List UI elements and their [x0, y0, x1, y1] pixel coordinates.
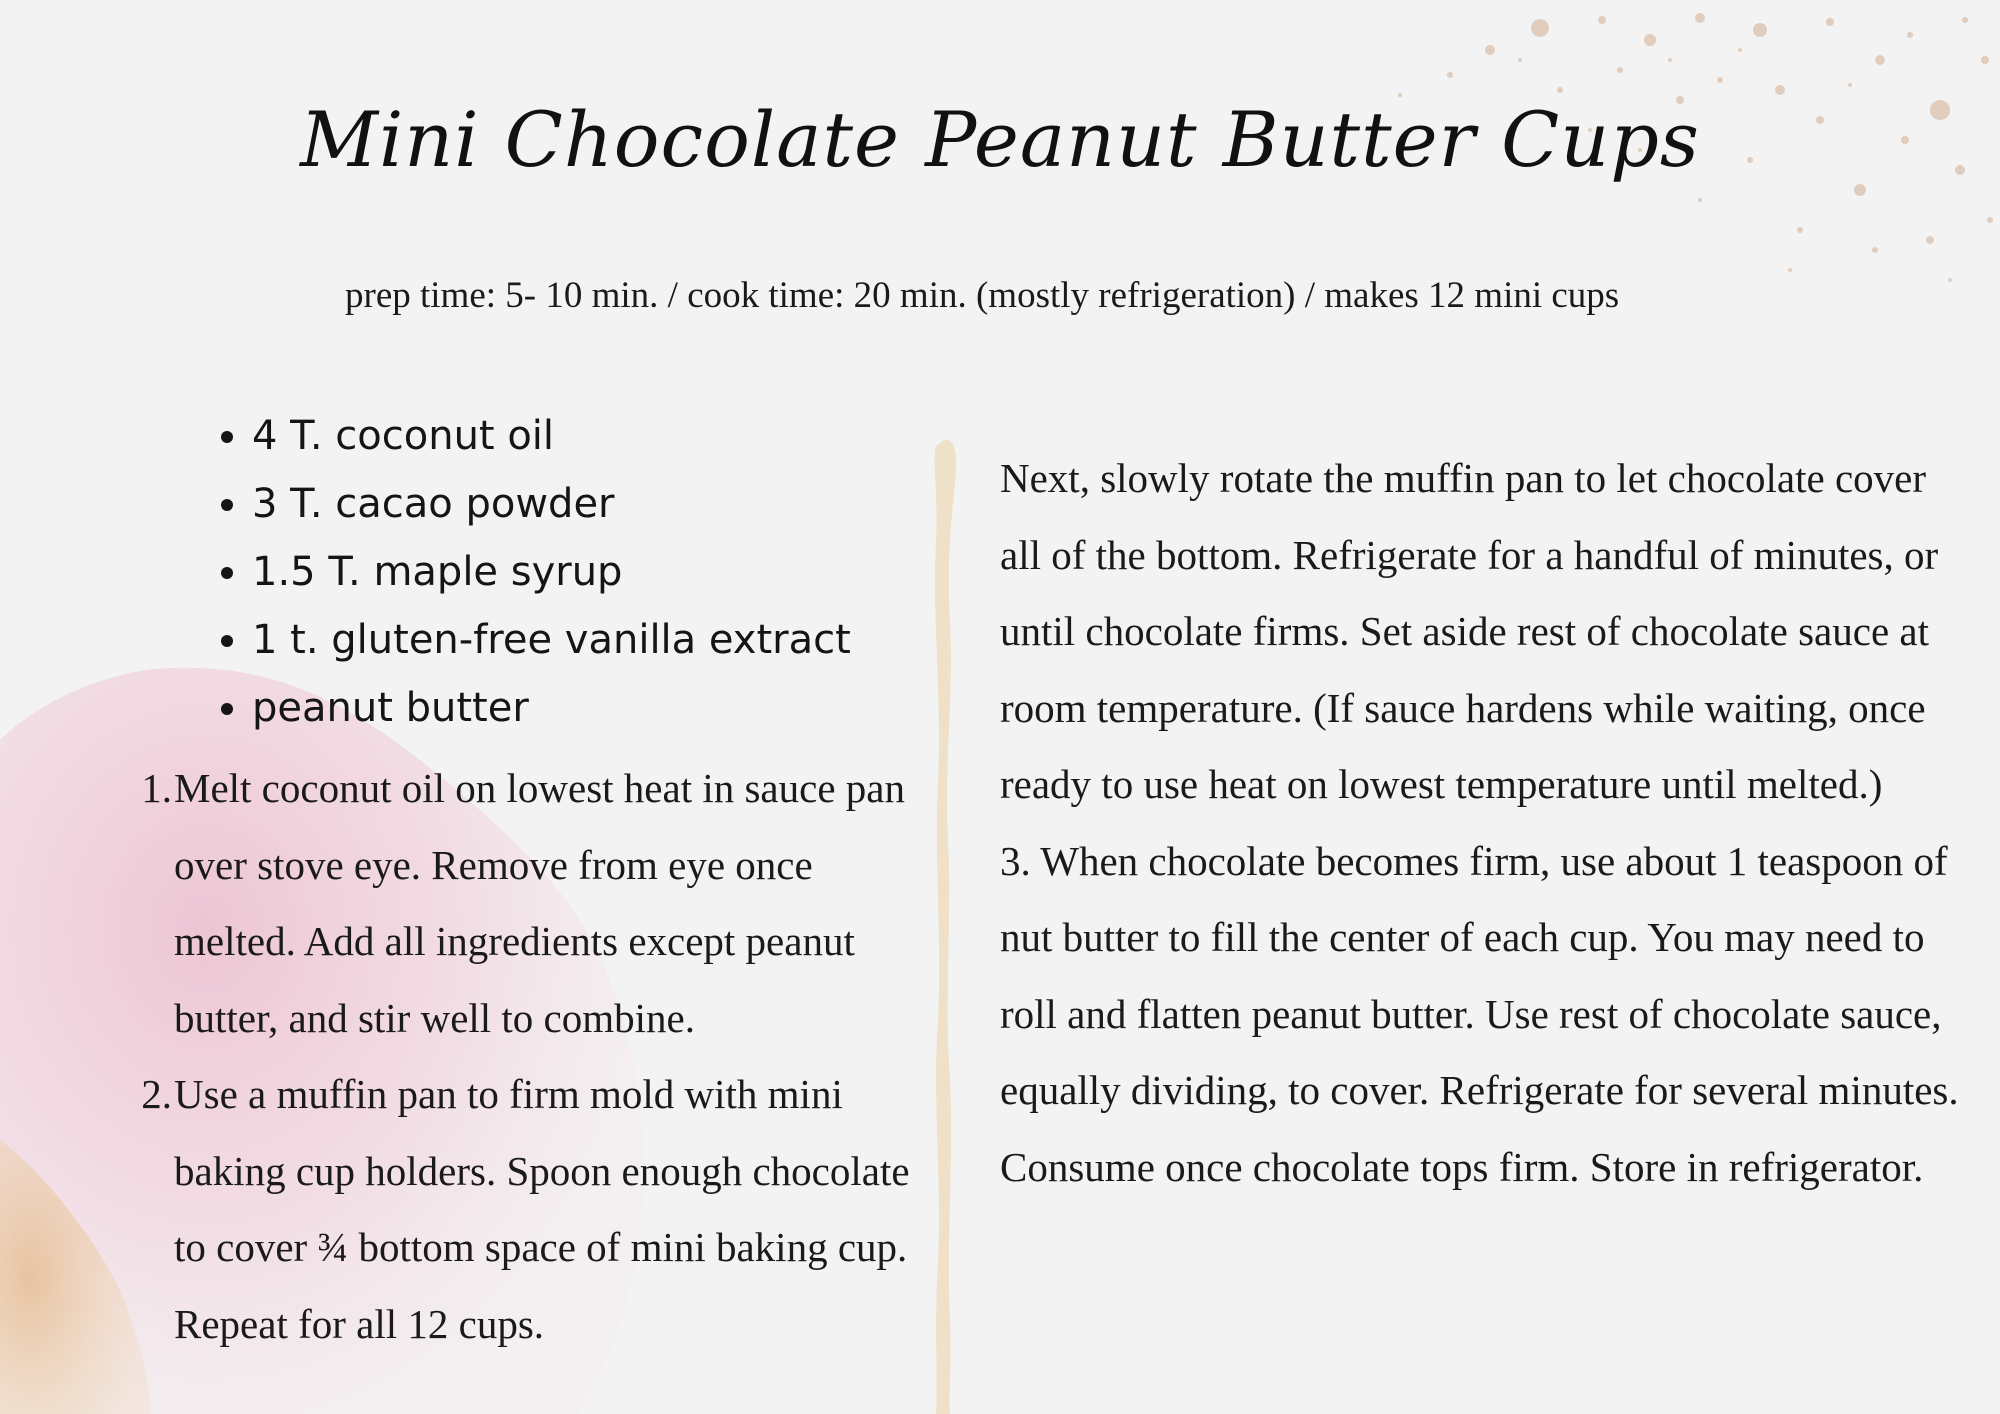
instructions-continued	[1000, 440, 1960, 1205]
brush-divider	[935, 440, 957, 1414]
instruction-steps	[130, 750, 920, 1362]
instruction-step-3: 3. When chocolate becomes firm, use about 1 teaspoon of nut butter to fill the center of each cup. You may need to roll and flatten peanut butter. Use rest of chocolate sauce, equally dividing, to cover. Refrigerate for several minutes. Consume once chocolate tops firm. Store in refrigerator.	[1000, 837, 1959, 1190]
instruction-step	[130, 1056, 920, 1362]
ingredient-item: • 3 T. cacao powder	[252, 470, 851, 538]
step-continuation: Next, slowly rotate the muffin pan to let chocolate cover all of the bottom. Refrigerate for a handful of minutes, or until chocolate firms. Set aside rest of chocolate sauce at room temperature. (If sauce hardens while waiting, once ready to use heat on lowest temperature until melted.)	[1000, 455, 1939, 807]
ingredient-item: • 1 t. gluten-free vanilla extract	[252, 606, 851, 674]
step-text: Use a muffin pan to firm mold with mini baking cup holders. Spoon enough chocolate to cover ¾ bottom space of mini baking cup. Repeat for all 12 cups.	[174, 1071, 910, 1347]
ingredient-list	[210, 402, 851, 742]
recipe-time-info: prep time: 5- 10 min. / cook time: 20 min. (mostly refrigeration) / makes 12 mini cups	[345, 275, 1620, 316]
step-text: Melt coconut oil on lowest heat in sauce pan over stove eye. Remove from eye once melted. Add all ingredients except peanut butter, and stir well to combine.	[174, 765, 905, 1041]
recipe-title: Mini Chocolate Peanut Butter Cups	[300, 95, 1700, 184]
ingredient-item: • 4 T. coconut oil	[252, 402, 851, 470]
instruction-step	[130, 750, 920, 1056]
ingredient-item: • 1.5 T. maple syrup	[252, 538, 851, 606]
step-number: 2.	[141, 1071, 172, 1117]
step-number: 1.	[141, 765, 172, 811]
ingredient-item: • peanut butter	[252, 674, 851, 742]
